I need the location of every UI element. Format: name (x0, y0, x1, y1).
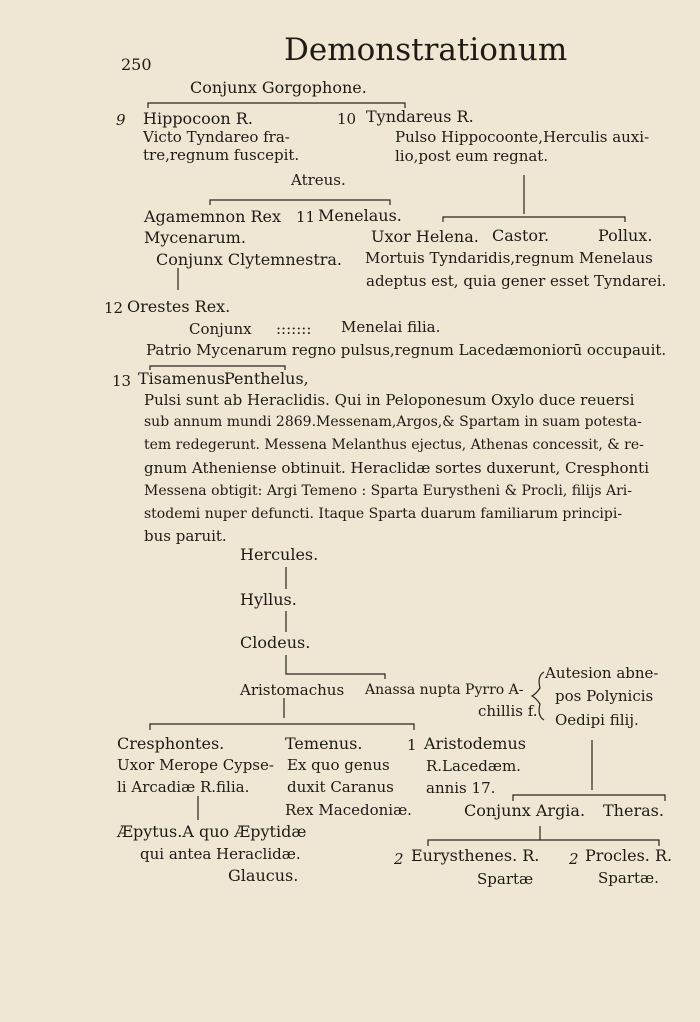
eurysthenes: Eurysthenes. R. (411, 846, 540, 865)
generation-number-11: 11 (296, 208, 316, 226)
patrio-line: Patrio Mycenarum regno pulsus,regnum Lacedæmoniorū occupauit. (146, 341, 667, 359)
castor: Castor. (492, 226, 550, 245)
ex-quo-genus: Ex quo genus (287, 756, 390, 774)
hippocoon: Hippocoon R. (143, 109, 253, 128)
orestes: Orestes Rex. (127, 297, 231, 316)
paragraph-line-7: bus paruit. (144, 527, 227, 545)
brace-heraclidae (150, 724, 414, 730)
tyndareus: Tyndareus R. (366, 107, 474, 126)
conjunx-orestes: Conjunx (189, 320, 252, 338)
brace-tyndareus-children (443, 217, 625, 222)
spartae-1: Spartæ (477, 870, 534, 888)
pollux: Pollux. (598, 226, 653, 245)
temenus: Temenus. (285, 734, 363, 753)
victo-line-2: tre,regnum fuscepit. (143, 146, 300, 164)
autesion-line-1: Autesion abne- (545, 664, 659, 682)
procles: Procles. R. (585, 846, 673, 865)
page-number: 250 (121, 55, 152, 74)
dots: ::::::: (276, 320, 312, 338)
autesion-line-2: pos Polynicis (555, 687, 654, 705)
running-title: Demonstrationum (284, 32, 568, 68)
paragraph-line-5: Messena obtigit: Argi Temeno : Sparta Eurystheni & Procli, filijs Ari- (144, 483, 633, 499)
r-lacedaem: R.Lacedæm. (426, 757, 521, 775)
brace-clodeus (286, 655, 385, 679)
mycenarum: Mycenarum. (144, 228, 246, 247)
generation-number-2a: 2 (394, 850, 404, 868)
agamemnon: Agamemnon Rex (144, 207, 282, 226)
generation-number-10: 10 (337, 110, 357, 128)
brace-atreus (210, 200, 390, 205)
theras: Theras. (603, 801, 664, 820)
autesion-line-3: Oedipi filij. (555, 711, 639, 729)
generation-number-12: 12 (104, 299, 124, 317)
uxor-merope-2: li Arcadiæ R.filia. (117, 778, 250, 796)
paragraph-line-4: gnum Atheniense obtinuit. Heraclidæ sortes duxerunt, Cresphonti (144, 459, 649, 477)
mortuis-line-2: adeptus est, quia gener esset Tyndarei. (366, 272, 667, 290)
paragraph-line-2: sub annum mundi 2869.Messenam,Argos,& Spartam in suam potesta- (144, 414, 642, 430)
atreus: Atreus. (291, 171, 346, 189)
pulso-line-1: Pulso Hippocoonte,Herculis auxi- (395, 128, 650, 146)
paragraph-line-3: tem redegerunt. Messena Melanthus ejectus, Athenas concessit, & re- (144, 437, 644, 453)
paragraph-line-1: Pulsi sunt ab Heraclidis. Qui in Peloponesum Oxylo duce reuersi (144, 391, 635, 409)
aepytus-1: Æpytus.A quo Æpytidæ (117, 822, 307, 841)
tisamenus: Tisamenus. (138, 369, 231, 388)
uxor-merope-1: Uxor Merope Cypse- (117, 756, 274, 774)
chillis: chillis f. (478, 702, 538, 720)
aristodemus: Aristodemus (424, 734, 526, 753)
generation-number-1: 1 (407, 736, 417, 754)
annis: annis 17. (426, 779, 496, 797)
rex-macedoniae: Rex Macedoniæ. (285, 801, 412, 819)
paragraph-line-6: stodemi nuper defuncti. Itaque Sparta duarum familiarum principi- (144, 506, 623, 522)
aepytus-2: qui antea Heraclidæ. (140, 845, 301, 863)
spartae-2: Spartæ. (598, 869, 659, 887)
menelaus: Menelaus. (318, 206, 402, 225)
hyllus: Hyllus. (240, 590, 297, 609)
cresphontes: Cresphontes. (117, 734, 225, 753)
penthelus: Penthelus, (224, 369, 309, 388)
duxit-caranus: duxit Caranus (287, 778, 394, 796)
pulso-line-2: lio,post eum regnat. (395, 147, 549, 165)
conjunx-argia: Conjunx Argia. (464, 801, 586, 820)
mortuis-line-1: Mortuis Tyndaridis,regnum Menelaus (365, 249, 653, 267)
menelai-filia: Menelai filia. (341, 318, 441, 336)
generation-number-9: 9 (116, 111, 126, 129)
conjunx-gorgophone: Conjunx Gorgophone. (190, 78, 367, 97)
aristomachus: Aristomachus (240, 681, 345, 699)
generation-number-13: 13 (112, 372, 132, 390)
generation-number-2b: 2 (569, 850, 579, 868)
clodeus: Clodeus. (240, 633, 311, 652)
victo-line-1: Victo Tyndareo fra- (143, 128, 290, 146)
conjunx-clytemnestra: Conjunx Clytemnestra. (156, 250, 343, 269)
glaucus: Glaucus. (228, 866, 299, 885)
uxor-helena: Uxor Helena. (371, 227, 479, 246)
anassa: Anassa nupta Pyrro A- (365, 682, 524, 698)
hercules: Hercules. (240, 545, 319, 564)
